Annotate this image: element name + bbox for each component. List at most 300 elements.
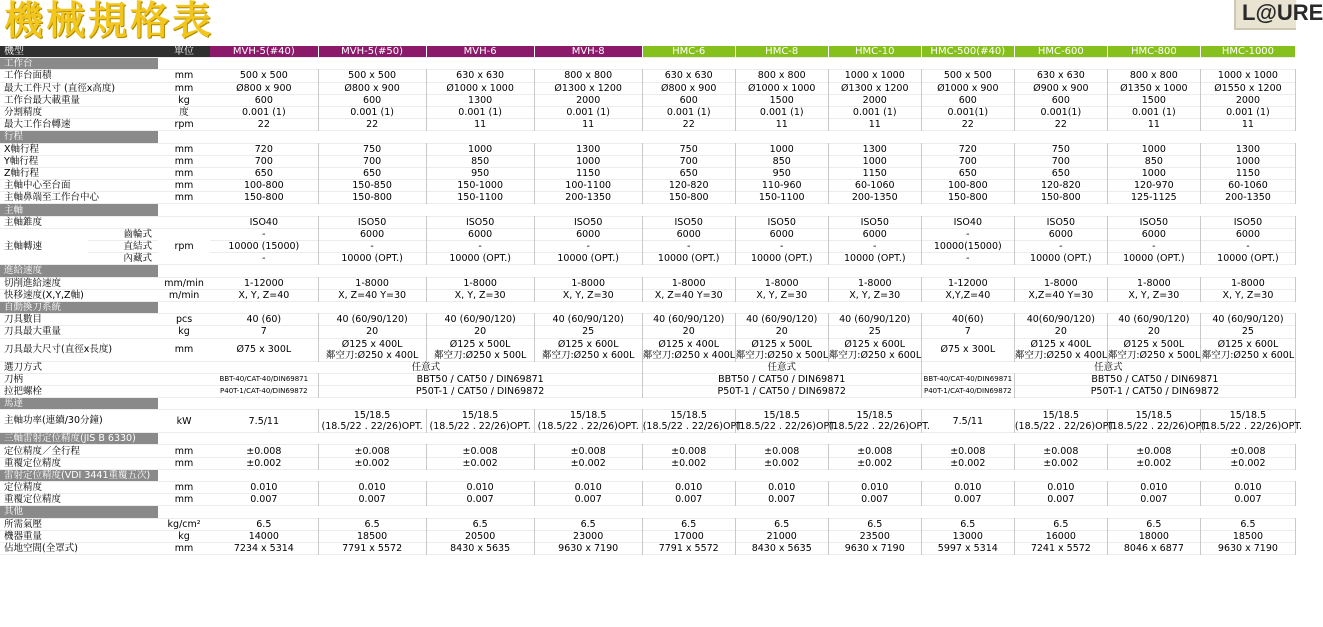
spec-value: - (1014, 241, 1107, 253)
spec-value: Ø1550 x 1200 (1200, 82, 1295, 94)
spec-unit: mm (174, 70, 194, 82)
value-main: 15/18.5 (1135, 410, 1173, 422)
spec-label: 切削進給速度 (4, 277, 62, 289)
spec-value: X, Z=40 Y=30 (318, 289, 426, 301)
spec-value: 650 (1014, 167, 1107, 179)
spec-value: 任意式 (642, 361, 921, 373)
spec-unit: mm (174, 82, 194, 94)
spec-value: 0.010 (921, 482, 1014, 494)
value-note: (18.5/22 . 22/26)OPT. (537, 421, 639, 433)
spec-value: - (210, 228, 318, 240)
section-spacer (158, 265, 1295, 277)
spec-value: 600 (318, 94, 426, 106)
spec-value: ±0.002 (642, 457, 735, 469)
spec-unit: kg (178, 530, 190, 542)
spec-value: 0.010 (642, 482, 735, 494)
spec-value: X, Y, Z=30 (828, 289, 921, 301)
spec-value: 650 (642, 167, 735, 179)
spec-value: 700 (642, 155, 735, 167)
spec-value (426, 338, 534, 361)
spec-value (1107, 410, 1210, 433)
spec-value: 100-800 (210, 180, 318, 192)
spec-value: 25 (534, 326, 642, 338)
spec-value (1107, 338, 1200, 361)
spec-unit: mm (174, 192, 194, 204)
spec-sublabel: 齒輪式 (123, 228, 153, 240)
spec-value: 40 (60/90/120) (828, 314, 921, 326)
spec-value (534, 410, 642, 433)
spec-label: 刀柄 (4, 373, 24, 385)
spec-value: 0.010 (210, 482, 318, 494)
spec-value: 7 (210, 326, 318, 338)
spec-value: 120-820 (642, 180, 735, 192)
section-spacer (158, 398, 1295, 410)
value-main: Ø125 x 500L (751, 338, 813, 350)
spec-unit: kg (178, 94, 190, 106)
spec-value: 20 (1014, 326, 1107, 338)
value-main: Ø125 x 400L (1030, 338, 1092, 350)
spec-value: 0.001 (1) (534, 106, 642, 118)
value-main: Ø125 x 400L (658, 338, 720, 350)
spec-value: P50T-1 / CAT50 / DIN69872 (1014, 385, 1295, 397)
spec-row (0, 361, 1296, 373)
spec-value: X, Y, Z=30 (735, 289, 828, 301)
value-main: Ø125 x 500L (449, 338, 511, 350)
value-main: Ø125 x 600L (557, 338, 619, 350)
spec-value: ISO50 (534, 216, 642, 228)
value-note: (18.5/22 . 22/26)OPT. (1014, 421, 1117, 433)
spec-value: 600 (921, 94, 1014, 106)
spec-value: 16000 (1014, 530, 1107, 542)
spec-value: 0.010 (426, 482, 534, 494)
spec-value: 40(60) (921, 314, 1014, 326)
spec-value: - (318, 241, 426, 253)
spec-value: ISO50 (1014, 216, 1107, 228)
spec-value: ±0.008 (1014, 445, 1107, 457)
spec-value: Ø1000 x 900 (921, 82, 1014, 94)
section-spacer (158, 433, 1295, 445)
spec-value: 850 (1107, 155, 1200, 167)
spec-value: 1500 (1107, 94, 1200, 106)
spec-label: 快移速度(X,Y,Z軸) (4, 289, 84, 301)
spec-value: 1000 (426, 143, 534, 155)
spec-value: - (921, 253, 1014, 265)
spec-unit: mm (174, 344, 194, 355)
spec-value: ±0.008 (921, 445, 1014, 457)
spec-unit: kW (176, 415, 192, 427)
spec-value: 8430 x 5635 (735, 542, 828, 554)
spec-unit: kg/cm² (167, 518, 201, 530)
value-main: Ø75 x 300L (940, 344, 996, 355)
spec-value: ISO50 (426, 216, 534, 228)
spec-value: P50T-1 / CAT50 / DIN69872 (318, 385, 642, 397)
spec-value: ±0.008 (642, 445, 735, 457)
spec-value: Ø1000 x 1000 (735, 82, 828, 94)
spec-value: 任意式 (921, 361, 1295, 373)
spec-value: 150-800 (318, 192, 426, 204)
spec-label: 重覆定位精度 (4, 494, 62, 506)
spec-label: 最大工作台轉速 (4, 119, 71, 131)
spec-value: 20 (735, 326, 828, 338)
value-note: (18.5/22 . 22/26)OPT. (642, 421, 744, 433)
spec-value: Ø1300 x 1200 (828, 82, 921, 94)
spec-value: 0.007 (828, 494, 921, 506)
section-row (0, 506, 1296, 518)
spec-value: 17000 (642, 530, 735, 542)
spec-value: 1000 (1107, 167, 1200, 179)
spec-value: ±0.002 (828, 457, 921, 469)
spec-value: 6000 (735, 228, 828, 240)
spec-label: 最大工件尺寸 (直徑x高度) (4, 82, 116, 94)
spec-value: 18500 (318, 530, 426, 542)
spec-value: ±0.002 (1200, 457, 1295, 469)
spec-value: 6000 (318, 228, 426, 240)
section-row (0, 433, 1296, 445)
spec-value: 0.010 (534, 482, 642, 494)
spec-value (318, 338, 426, 361)
spec-row (0, 106, 1296, 118)
spec-value: 150-800 (210, 192, 318, 204)
spec-value: 25 (1200, 326, 1295, 338)
spec-value (1014, 338, 1107, 361)
spec-value: 18500 (1200, 530, 1295, 542)
spec-label: 主軸功率(連續/30分鐘) (4, 415, 103, 427)
spec-row (0, 192, 1296, 204)
model-header: MVH-8 (534, 46, 642, 58)
model-header: HMC-6 (642, 46, 735, 58)
value-main: 15/18.5 (856, 410, 893, 422)
spec-value: 200-1350 (534, 192, 642, 204)
spec-value: 0.010 (318, 482, 426, 494)
spec-value: 20 (318, 326, 426, 338)
spec-sublabel: 直結式 (123, 241, 153, 253)
spec-value (1014, 410, 1117, 433)
spec-row (0, 228, 1296, 240)
section-spacer (158, 204, 1295, 216)
spec-value: 13000 (921, 530, 1014, 542)
spec-value: 0.007 (921, 494, 1014, 506)
value-note: (18.5/22 . 22/26)OPT. (735, 421, 837, 433)
spec-value: 14000 (210, 530, 318, 542)
spec-value: 10000 (OPT.) (1107, 253, 1200, 265)
spec-label: 主軸中心至台面 (4, 180, 71, 192)
spec-value: Ø800 x 900 (318, 82, 426, 94)
spec-value: - (642, 241, 735, 253)
spec-row (0, 385, 1296, 397)
spec-value: 6.5 (426, 518, 534, 530)
spec-unit: mm (174, 482, 194, 494)
spec-value: 120-820 (1014, 180, 1107, 192)
spec-value: 22 (1014, 119, 1107, 131)
spec-value: 40(60/90/120) (1014, 314, 1107, 326)
spec-value: 40 (60/90/120) (534, 314, 642, 326)
spec-value: ±0.002 (735, 457, 828, 469)
section-row (0, 131, 1296, 143)
spec-value: 10000 (OPT.) (828, 253, 921, 265)
spec-value: 1-8000 (828, 277, 921, 289)
spec-value: 800 x 800 (534, 70, 642, 82)
spec-row (0, 277, 1296, 289)
spec-value: 630 x 630 (1014, 70, 1107, 82)
value-note: 鄰空刀:Ø250 x 500L (1107, 349, 1201, 361)
spec-value: 40 (60) (210, 314, 318, 326)
spec-value: 0.001(1) (1014, 106, 1107, 118)
spec-value: 630 x 630 (642, 70, 735, 82)
spec-value: 40 (60/90/120) (735, 314, 828, 326)
spec-table (0, 46, 1303, 555)
spec-row (0, 119, 1296, 131)
value-note: (18.5/22 . 22/26)OPT. (1200, 421, 1303, 433)
spec-value: X,Y,Z=40 (921, 289, 1014, 301)
spec-value: P40T-1/CAT-40/DIN69872 (210, 385, 318, 397)
spec-value: 6000 (1200, 228, 1295, 240)
spec-unit: mm (174, 155, 194, 167)
spec-label: Y軸行程 (4, 155, 39, 167)
spec-value: ISO50 (642, 216, 735, 228)
spec-value: 720 (210, 143, 318, 155)
spec-value: 6.5 (1107, 518, 1200, 530)
spec-value: 1-12000 (921, 277, 1014, 289)
spec-value: ±0.008 (828, 445, 921, 457)
spec-value: 125-1125 (1107, 192, 1200, 204)
section-spacer (158, 58, 1295, 70)
spec-label: 機器重量 (4, 530, 43, 542)
spec-value: BBT50 / CAT50 / DIN69871 (318, 373, 642, 385)
brand-logo: L@URE (1234, 0, 1296, 30)
model-header: HMC-500(#40) (921, 46, 1014, 58)
section-spacer (158, 469, 1295, 481)
spec-value: 9630 x 7190 (1200, 542, 1295, 554)
spec-value: 500 x 500 (210, 70, 318, 82)
spec-unit: mm (174, 457, 194, 469)
spec-row (0, 143, 1296, 155)
spec-value: 6.5 (534, 518, 642, 530)
spec-value: 1300 (1200, 143, 1295, 155)
spec-value: X, Y, Z=30 (1200, 289, 1295, 301)
spec-value: - (828, 241, 921, 253)
spec-value: 0.001 (1) (318, 106, 426, 118)
model-header: HMC-800 (1107, 46, 1200, 58)
spec-value: 100-800 (921, 180, 1014, 192)
section-title: 工作台 (0, 58, 158, 70)
model-header: HMC-8 (735, 46, 828, 58)
spec-unit (158, 216, 210, 228)
spec-value: 10000 (OPT.) (534, 253, 642, 265)
spec-value: 6000 (1014, 228, 1107, 240)
model-header: HMC-10 (828, 46, 921, 58)
section-title: 馬達 (0, 398, 158, 410)
spec-row (0, 180, 1296, 192)
spec-value: X, Y, Z=30 (1107, 289, 1200, 301)
spec-value (1200, 410, 1303, 433)
spec-unit: mm/min (164, 277, 204, 289)
spec-value: 7241 x 5572 (1014, 542, 1107, 554)
spec-value: 6000 (426, 228, 534, 240)
spec-row (0, 314, 1296, 326)
section-title: 行程 (0, 131, 158, 143)
spec-value: 650 (210, 167, 318, 179)
spec-value: ISO50 (1200, 216, 1295, 228)
spec-value: 10000(15000) (921, 241, 1014, 253)
spec-unit: m/min (168, 289, 200, 301)
spec-value: 0.001 (1) (1107, 106, 1200, 118)
spec-sublabel: 內藏式 (123, 253, 153, 265)
spec-value: 0.007 (1200, 494, 1295, 506)
spec-value: 10000 (15000) (210, 241, 318, 253)
spec-label: 拉把螺栓 (4, 385, 43, 397)
spec-value: - (210, 253, 318, 265)
value-note: 鄰空刀:Ø250 x 500L (735, 349, 829, 361)
spec-row (0, 518, 1296, 530)
spec-value: ISO50 (1107, 216, 1200, 228)
spec-label: 主軸轉速 (4, 241, 43, 253)
spec-value: X,Z=40 Y=30 (1014, 289, 1107, 301)
section-title: 其他 (0, 506, 158, 518)
value-note: 鄰空刀:Ø250 x 400L (325, 349, 419, 361)
spec-value: ±0.008 (534, 445, 642, 457)
spec-row (0, 82, 1296, 94)
spec-value: 1-8000 (318, 277, 426, 289)
spec-label: 佔地空間(全罩式) (4, 543, 78, 555)
spec-value: 9630 x 7190 (534, 542, 642, 554)
spec-value: 1-8000 (1014, 277, 1107, 289)
spec-value: 0.001 (1) (828, 106, 921, 118)
spec-label: Z軸行程 (4, 167, 40, 179)
value-main: 15/18.5 (353, 410, 391, 422)
spec-value: 1-8000 (426, 277, 534, 289)
spec-unit (158, 385, 210, 397)
spec-value (426, 410, 534, 433)
spec-value: 0.007 (318, 494, 426, 506)
spec-value: 0.010 (1200, 482, 1295, 494)
spec-value: ISO40 (210, 216, 318, 228)
spec-value (921, 410, 1014, 433)
spec-value: 1000 (1107, 143, 1200, 155)
value-note: 鄰空刀:Ø250 x 500L (433, 349, 527, 361)
spec-value: 0.001 (1) (1200, 106, 1295, 118)
spec-value: 0.010 (828, 482, 921, 494)
spec-value: 11 (1200, 119, 1295, 131)
spec-value: 11 (735, 119, 828, 131)
spec-value: 40 (60/90/120) (1107, 314, 1200, 326)
spec-value: - (735, 241, 828, 253)
spec-value: 25 (828, 326, 921, 338)
spec-value: 0.010 (735, 482, 828, 494)
spec-label: 定位精度／全行程 (4, 445, 81, 457)
spec-value: 2000 (828, 94, 921, 106)
spec-row (0, 530, 1296, 542)
spec-value: - (426, 241, 534, 253)
spec-value: 850 (735, 155, 828, 167)
spec-value: 7234 x 5314 (210, 542, 318, 554)
spec-value: Ø800 x 900 (642, 82, 735, 94)
spec-value: 0.001 (1) (642, 106, 735, 118)
spec-value (210, 410, 318, 433)
spec-value: 22 (921, 119, 1014, 131)
spec-value: 200-1350 (1200, 192, 1295, 204)
value-main: Ø125 x 600L (844, 338, 906, 350)
spec-value: 1150 (534, 167, 642, 179)
spec-value (735, 410, 837, 433)
spec-value: 720 (921, 143, 1014, 155)
spec-value: X, Y, Z=40 (210, 289, 318, 301)
spec-value: 0.010 (1014, 482, 1107, 494)
spec-value: 0.001(1) (921, 106, 1014, 118)
spec-value: 11 (534, 119, 642, 131)
spec-value: 750 (1014, 143, 1107, 155)
spec-value: 1000 (1200, 155, 1295, 167)
spec-value: 60-1060 (1200, 180, 1295, 192)
section-title: 進給速度 (0, 265, 158, 277)
spec-value: ±0.002 (1107, 457, 1200, 469)
spec-row (0, 482, 1296, 494)
value-note: (18.5/22 . 22/26)OPT. (321, 421, 423, 433)
spec-label: 重覆定位精度 (4, 457, 62, 469)
spec-value: 1000 (735, 143, 828, 155)
value-note: 鄰空刀:Ø250 x 600L (1201, 349, 1295, 361)
spec-value: 11 (1107, 119, 1200, 131)
model-header: HMC-1000 (1200, 46, 1295, 58)
spec-row (0, 542, 1296, 554)
spec-value: 120-970 (1107, 180, 1200, 192)
spec-unit: mm (174, 143, 194, 155)
header-unit: 單位 (158, 46, 210, 58)
spec-value: ±0.008 (210, 445, 318, 457)
spec-value: 6000 (1107, 228, 1200, 240)
spec-row (0, 338, 1296, 361)
spec-value: 6.5 (210, 518, 318, 530)
header-label: 機型 (0, 46, 158, 58)
spec-value: 150-800 (1014, 192, 1107, 204)
spec-value: 6.5 (735, 518, 828, 530)
spec-value: 1500 (735, 94, 828, 106)
spec-label: 所需氣壓 (4, 518, 43, 530)
section-row (0, 204, 1296, 216)
spec-value: 1000 (828, 155, 921, 167)
spec-value (828, 410, 930, 433)
spec-row (0, 445, 1296, 457)
header-row (0, 46, 1296, 58)
spec-value: 40 (60/90/120) (426, 314, 534, 326)
spec-value: Ø900 x 900 (1014, 82, 1107, 94)
spec-value: 6.5 (1014, 518, 1107, 530)
model-header: MVH-5(#50) (318, 46, 426, 58)
value-note: 鄰空刀:Ø250 x 600L (828, 349, 922, 361)
spec-value: 110-960 (735, 180, 828, 192)
spec-value: 1300 (426, 94, 534, 106)
spec-value: 150-1100 (426, 192, 534, 204)
model-header: HMC-600 (1014, 46, 1107, 58)
spec-value: 0.001 (1) (735, 106, 828, 118)
spec-value: 20 (1107, 326, 1200, 338)
spec-value: 10000 (OPT.) (1200, 253, 1295, 265)
value-main: 7.5/11 (248, 415, 280, 427)
spec-value: 0.007 (1014, 494, 1107, 506)
spec-value: 20 (642, 326, 735, 338)
section-row (0, 469, 1296, 481)
spec-unit (158, 361, 210, 373)
spec-value: 11 (426, 119, 534, 131)
spec-value: 0.007 (642, 494, 735, 506)
spec-value: ±0.002 (921, 457, 1014, 469)
spec-row (0, 289, 1296, 301)
spec-value: 700 (921, 155, 1014, 167)
spec-value: 600 (210, 94, 318, 106)
spec-value: 630 x 630 (426, 70, 534, 82)
spec-label: 分割精度 (4, 107, 43, 119)
spec-value: 6.5 (1200, 518, 1295, 530)
spec-label: 主軸鼻端至工作台中心 (4, 192, 100, 204)
